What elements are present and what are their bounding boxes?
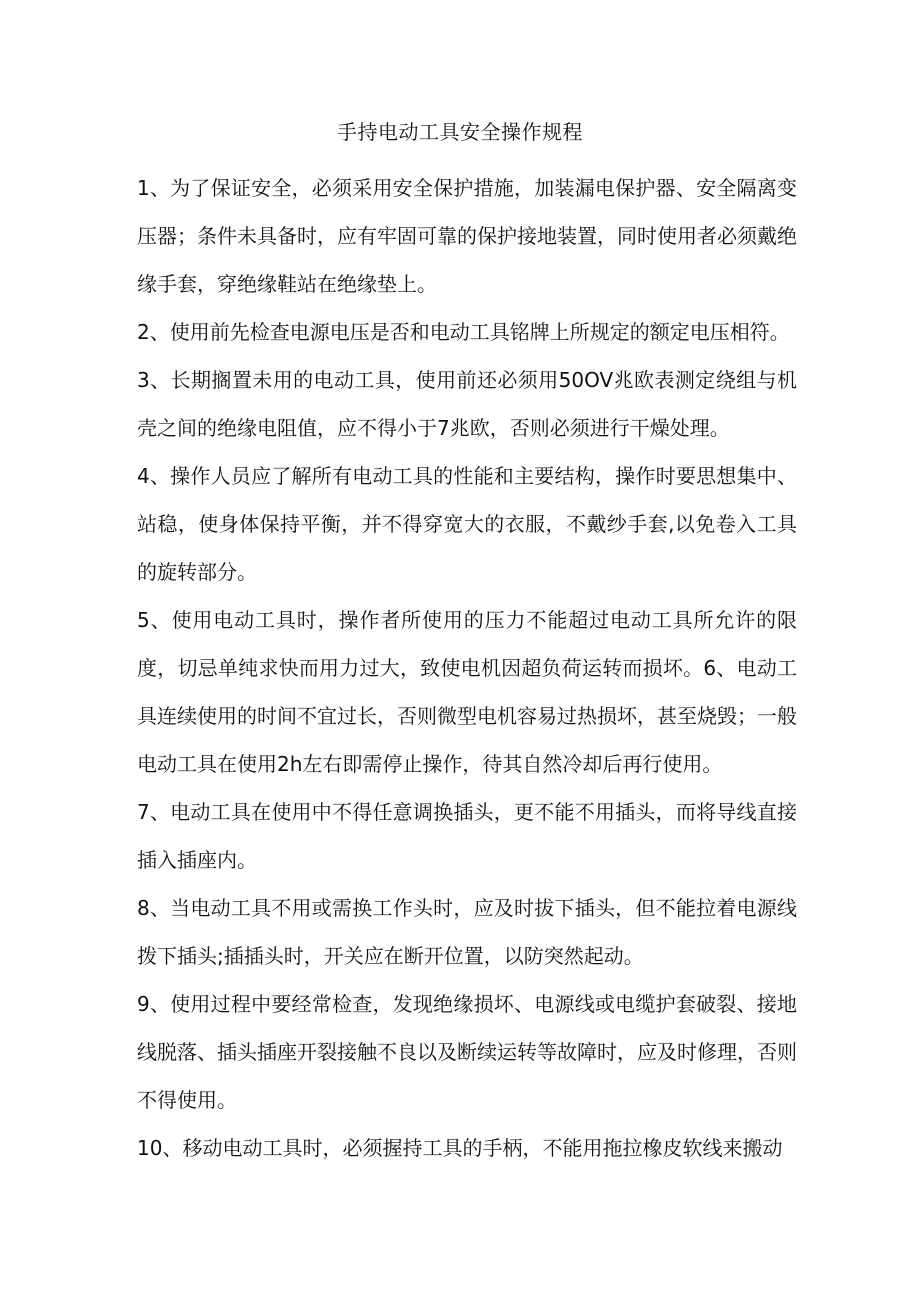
paragraph-7: 7、电动工具在使用中不得任意调换插头，更不能不用插头，而将导线直接插入插座内。 xyxy=(137,800,797,872)
paragraph-2: 2、使用前先检查电源电压是否和电动工具铭牌上所规定的额定电压相符。 xyxy=(137,320,790,344)
paragraph-5: 5、使用电动工具时，操作者所使用的压力不能超过电动工具所允许的限度，切忌单纯求快而用力过大，致使电机因超负荷运转而损坏。6、电动工具连续使用的时间不宜过长，否则微型电机容易过热损坏，甚至烧毁；一般电动工具在使用2h左右即需停止操作，待其自然冷却后再行使用。 xyxy=(137,608,797,776)
paragraph-1: 1、为了保证安全，必须采用安全保护措施，加装漏电保护器、安全隔离变压器；条件未具备时，应有牢固可靠的保护接地装置，同时使用者必须戴绝缘手套，穿绝缘鞋站在绝缘垫上。 xyxy=(137,176,797,296)
paragraph-3: 3、长期搁置未用的电动工具，使用前还必须用50OV兆欧表测定绕组与机壳之间的绝缘电阻值，应不得小于7兆欧，否则必须进行干燥处理。 xyxy=(137,368,797,440)
paragraph-10: 10、移动电动工具时，必须握持工具的手柄，不能用拖拉橡皮软线来搬动 xyxy=(137,1136,783,1160)
paragraph-4: 4、操作人员应了解所有电动工具的性能和主要结构，操作时要思想集中、站稳，使身体保持平衡，并不得穿宽大的衣服，不戴纱手套,以免卷入工具的旋转部分。 xyxy=(137,464,797,584)
paragraph-8: 8、当电动工具不用或需换工作头时，应及时拔下插头，但不能拉着电源线拨下插头;插插头时，开关应在断开位置，以防突然起动。 xyxy=(137,896,797,968)
document-body xyxy=(137,164,797,1172)
paragraph-9: 9、使用过程中要经常检查，发现绝缘损坏、电源线或电缆护套破裂、接地线脱落、插头插座开裂接触不良以及断续运转等故障时，应及时修理，否则不得使用。 xyxy=(137,992,797,1112)
document-title: 手持电动工具安全操作规程 xyxy=(337,120,583,144)
